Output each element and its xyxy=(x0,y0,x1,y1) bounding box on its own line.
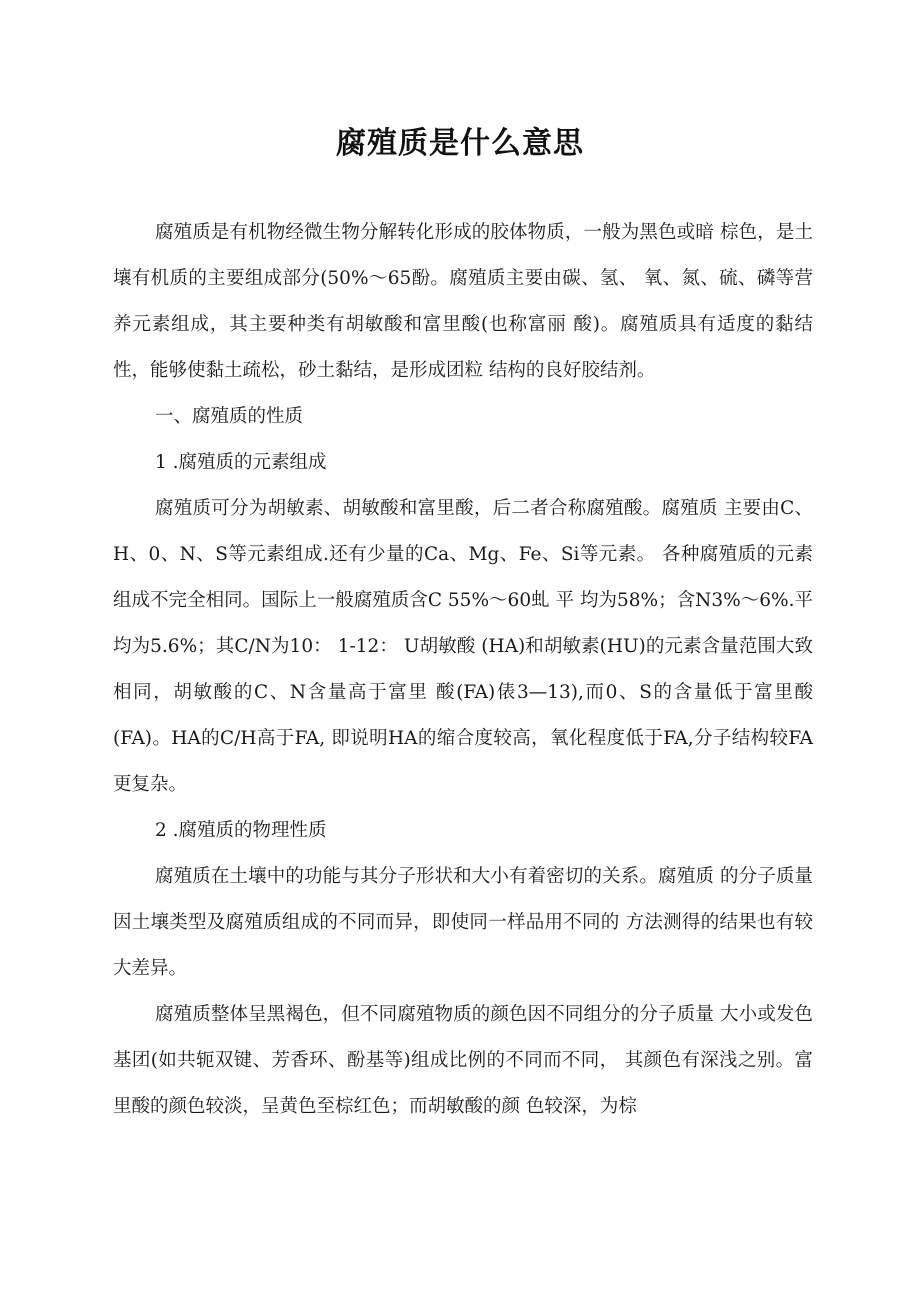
paragraph-intro: 腐殖质是有机物经微生物分解转化形成的胶体物质，一般为黑色或暗 棕色，是土壤有机质的主要组成部分(50%～65酚。腐殖质主要由碳、氢、 氧、氮、硫、磷等营养元素组成，其主要种类有胡敏酸和富里酸(也称富丽 酸)。腐殖质具有适度的黏结性，能够使黏土疏松，砂土黏结，是形成团粒 结构的良好胶结剂。 xyxy=(113,222,813,381)
subheading-element-composition: 1 .腐殖质的元素组成 xyxy=(155,452,327,473)
subheading-physical-properties: 2 .腐殖质的物理性质 xyxy=(155,820,327,841)
document-body xyxy=(113,210,813,1130)
page-title: 腐殖质是什么意思 xyxy=(336,126,584,161)
paragraph-color: 腐殖质整体呈黑褐色，但不同腐殖物质的颜色因不同组分的分子质量 大小或发色基团(如共轭双键、芳香环、酚基等)组成比例的不同而不同， 其颜色有深浅之别。富里酸的颜色较淡，呈黄色至棕红色；而胡敏酸的颜 色较深，为棕 xyxy=(113,1004,813,1117)
section-heading-properties: 一、腐殖质的性质 xyxy=(155,406,304,427)
paragraph-molecular-size: 腐殖质在土壤中的功能与其分子形状和大小有着密切的关系。腐殖质 的分子质量因土壤类型及腐殖质组成的不同而异，即使同一样品用不同的 方法测得的结果也有较大差异。 xyxy=(113,866,813,979)
paragraph-element-composition: 腐殖质可分为胡敏素、胡敏酸和富里酸，后二者合称腐殖酸。腐殖质 主要由C、H、0、N、S等元素组成.还有少量的Ca、Mg、Fe、Si等元素。 各种腐殖质的元素组成不完全相同。国际上一般腐殖质含C 55%～60虬 平 均为58%；含N3%～6%.平均为5.6%；其C/N为10： 1-12： U胡敏酸 (HA)和胡敏素(HU)的元素含量范围大致相同，胡敏酸的C、N含量高于富里 酸(FA)俵3—13),而0、S的含量低于富里酸(FA)。HA的C/H高于FA, 即说明HA的缩合度较高，氧化程度低于FA,分子结构较FA更复杂。 xyxy=(113,498,813,795)
